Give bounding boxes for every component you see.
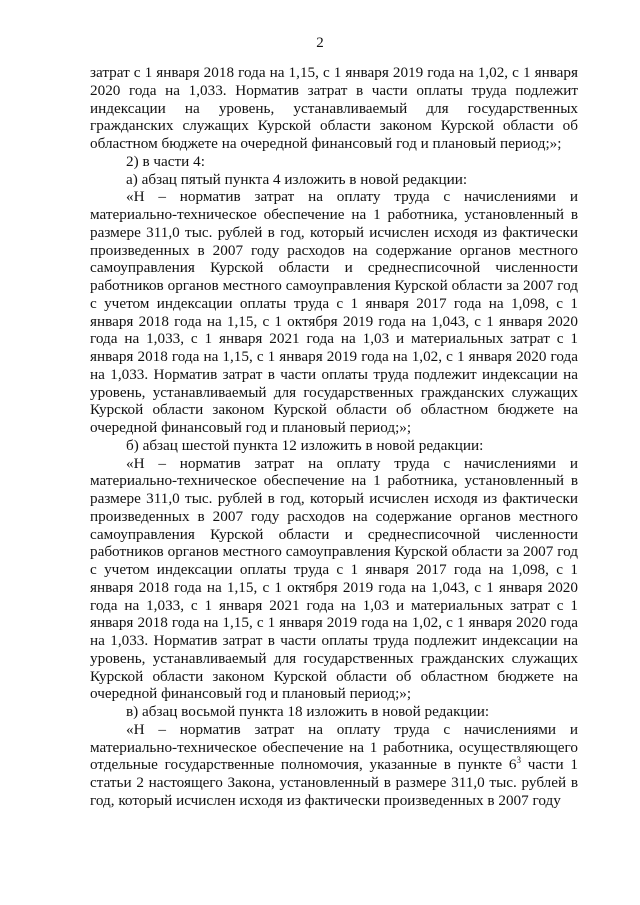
paragraph-item-b-text: «Н – норматив затрат на оплату труда с начислениями и материально-техническое обеспечение на 1 работника, установленный в размере 311,0 тыс. рублей в год, который исчислен исходя из фактически произведенных в 2007 году расходов на содержание органов местного самоуправления Курской области и среднесписочной численности работников органов местного самоуправления Курской области за 2007 год с учетом индексации оплаты труда с 1 января 2017 года на 1,098, с 1 января 2018 года на 1,15, с 1 октября 2019 года на 1,043, с 1 января 2020 года на 1,033, с 1 января 2021 года на 1,03 и материальных затрат с 1 января 2018 года на 1,15, с 1 января 2019 года на 1,02, с 1 января 2020 года на 1,033. Норматив затрат в части оплаты труда подлежит индексации на уровень, устанавливаемый для государственных гражданских служащих Курской области законом Курской области об областном бюджете на очередной финансовый год и плановый период;»; xyxy=(90,454,578,703)
superscript-index: 3 xyxy=(516,755,521,766)
paragraph-item-v-heading: в) абзац восьмой пункта 18 изложить в новой редакции: xyxy=(126,703,490,720)
paragraph-item-v-text-part2: части 1 статьи 2 настоящего Закона, установленный в размере 311,0 тыс. рублей в год, который исчислен исходя из фактически произведенных в 2007 году xyxy=(90,756,578,809)
paragraph-item-v-text-part1: «Н – норматив затрат на оплату труда с начислениями и материально-техническое обеспечение на 1 работника, осуществляющего отдельные государственные полномочия, указанные в пункте 6 xyxy=(90,720,578,774)
paragraph-item-2: 2) в части 4: xyxy=(126,152,205,170)
document-body xyxy=(90,64,578,810)
paragraph-item-b-heading: б) абзац шестой пункта 12 изложить в новой редакции: xyxy=(126,436,484,454)
paragraph-continuation: затрат с 1 января 2018 года на 1,15, с 1 января 2019 года на 1,02, с 1 января 2020 года на 1,033. Норматив затрат в части оплаты труда подлежит индексации на уровень, устанавливаемый для государственных гражданских служащих Курской области законом Курской области об областном бюджете на очередной финансовый год и плановый период;»; xyxy=(90,64,578,152)
page-number: 2 xyxy=(316,35,324,51)
paragraph-item-v-text xyxy=(90,721,578,810)
paragraph-item-a-text: «Н – норматив затрат на оплату труда с начислениями и материально-техническое обеспечение на 1 работника, установленный в размере 311,0 тыс. рублей в год, который исчислен исходя из фактически произведенных в 2007 году расходов на содержание органов местного самоуправления Курской области и среднесписочной численности работников органов местного самоуправления Курской области за 2007 год с учетом индексации оплаты труда с 1 января 2017 года на 1,098, с 1 января 2018 года на 1,15, с 1 октября 2019 года на 1,043, с 1 января 2020 года на 1,033, с 1 января 2021 года на 1,03 и материальных затрат с 1 января 2018 года на 1,15, с 1 января 2019 года на 1,02, с 1 января 2020 года на 1,033. Норматив затрат в части оплаты труда подлежит индексации на уровень, устанавливаемый для государственных гражданских служащих Курской области законом Курской области об областном бюджете на очередной финансовый год и плановый период;»; xyxy=(90,188,578,436)
paragraph-item-a-heading: а) абзац пятый пункта 4 изложить в новой редакции: xyxy=(126,170,468,188)
